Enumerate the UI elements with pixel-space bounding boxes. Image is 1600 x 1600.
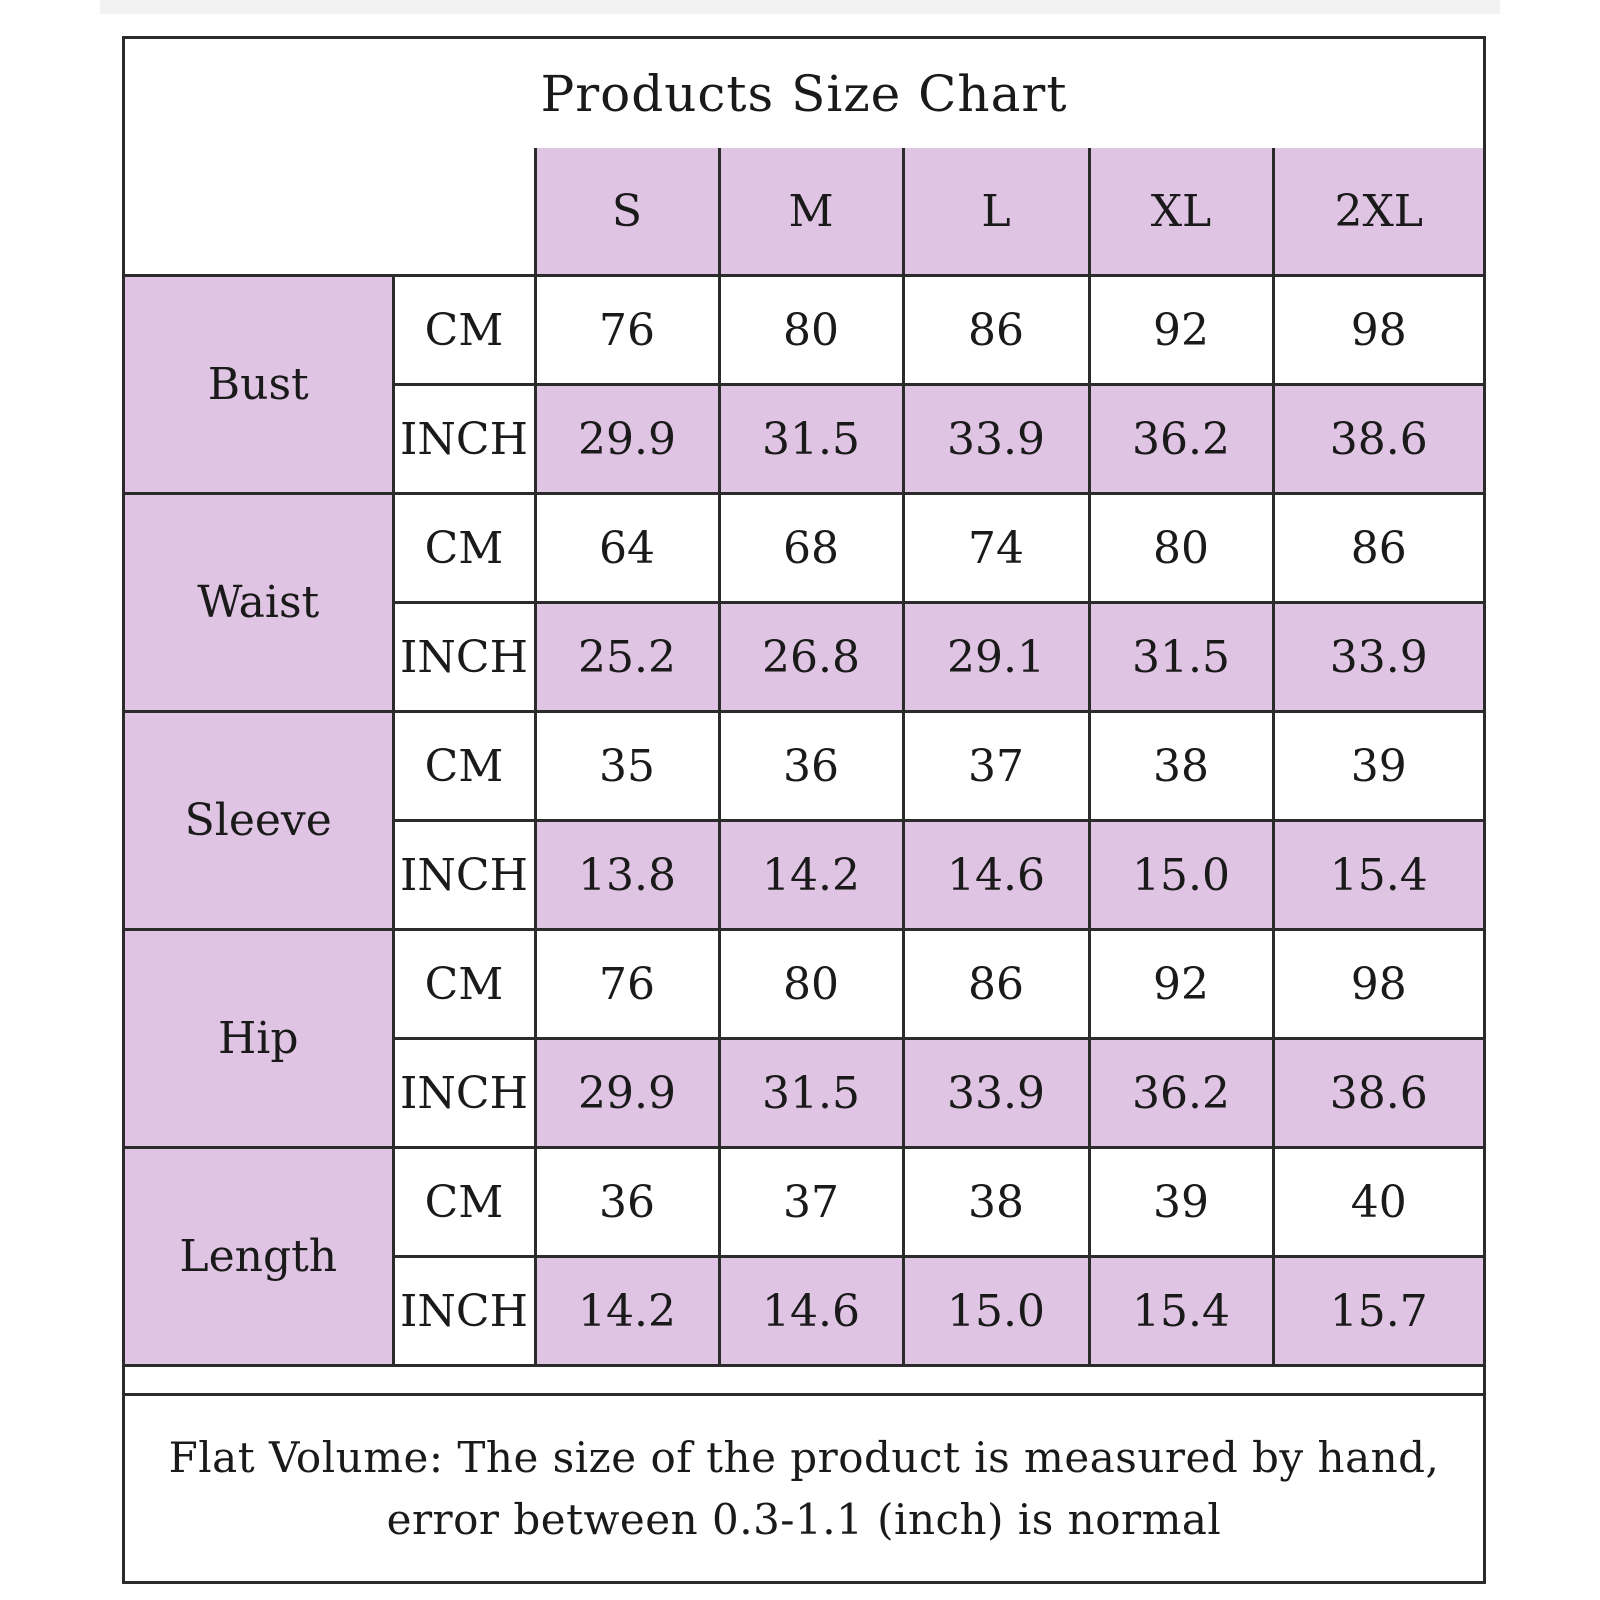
note-line-1: Flat Volume: The size of the product is measured by hand,: [168, 1432, 1440, 1482]
header-row: [125, 148, 1483, 276]
value-cell: 33.9: [903, 1039, 1089, 1148]
value-cell: 13.8: [535, 821, 719, 930]
size-header: M: [719, 148, 903, 276]
value-cell: 39: [1089, 1148, 1273, 1257]
value-cell: 76: [535, 930, 719, 1039]
value-cell: 29.9: [535, 1039, 719, 1148]
value-cell: 92: [1089, 930, 1273, 1039]
table-row: [125, 494, 1483, 603]
measurement-label: Sleeve: [125, 712, 393, 930]
value-cell: 39: [1273, 712, 1483, 821]
top-strip: [100, 0, 1500, 14]
size-table: [125, 148, 1483, 1367]
value-cell: 86: [903, 930, 1089, 1039]
value-cell: 31.5: [1089, 603, 1273, 712]
value-cell: 29.9: [535, 385, 719, 494]
value-cell: 76: [535, 276, 719, 385]
value-cell: 15.4: [1089, 1257, 1273, 1366]
unit-label: INCH: [393, 1039, 535, 1148]
value-cell: 15.4: [1273, 821, 1483, 930]
measurement-label: Waist: [125, 494, 393, 712]
value-cell: 38.6: [1273, 1039, 1483, 1148]
table-row: [125, 930, 1483, 1039]
value-cell: 33.9: [1273, 603, 1483, 712]
value-cell: 14.2: [535, 1257, 719, 1366]
unit-label: INCH: [393, 1257, 535, 1366]
unit-label: CM: [393, 712, 535, 821]
value-cell: 38.6: [1273, 385, 1483, 494]
table-row: [125, 712, 1483, 821]
measurement-label: Hip: [125, 930, 393, 1148]
value-cell: 36.2: [1089, 385, 1273, 494]
value-cell: 98: [1273, 276, 1483, 385]
unit-label: CM: [393, 930, 535, 1039]
unit-label: INCH: [393, 821, 535, 930]
note-line-2: error between 0.3-1.1 (inch) is normal: [386, 1494, 1222, 1544]
value-cell: 37: [903, 712, 1089, 821]
value-cell: 40: [1273, 1148, 1483, 1257]
table-row: [125, 1148, 1483, 1257]
unit-label: INCH: [393, 603, 535, 712]
size-chart: [122, 36, 1486, 1584]
unit-label: INCH: [393, 385, 535, 494]
measurement-label: Bust: [125, 276, 393, 494]
value-cell: 38: [903, 1148, 1089, 1257]
value-cell: 36: [535, 1148, 719, 1257]
value-cell: 36: [719, 712, 903, 821]
value-cell: 80: [719, 930, 903, 1039]
value-cell: 80: [1089, 494, 1273, 603]
value-cell: 80: [719, 276, 903, 385]
value-cell: 33.9: [903, 385, 1089, 494]
value-cell: 15.0: [903, 1257, 1089, 1366]
value-cell: 35: [535, 712, 719, 821]
size-header: 2XL: [1273, 148, 1483, 276]
value-cell: 31.5: [719, 1039, 903, 1148]
value-cell: 86: [1273, 494, 1483, 603]
value-cell: 92: [1089, 276, 1273, 385]
size-header: L: [903, 148, 1089, 276]
unit-label: CM: [393, 276, 535, 385]
value-cell: 36.2: [1089, 1039, 1273, 1148]
measurement-label: Length: [125, 1148, 393, 1366]
value-cell: 15.7: [1273, 1257, 1483, 1366]
unit-label: CM: [393, 1148, 535, 1257]
size-header: S: [535, 148, 719, 276]
value-cell: 98: [1273, 930, 1483, 1039]
value-cell: 86: [903, 276, 1089, 385]
measurement-note: [125, 1393, 1483, 1581]
unit-label: CM: [393, 494, 535, 603]
value-cell: 38: [1089, 712, 1273, 821]
value-cell: 29.1: [903, 603, 1089, 712]
corner-cell: [125, 148, 535, 276]
value-cell: 31.5: [719, 385, 903, 494]
value-cell: 14.2: [719, 821, 903, 930]
value-cell: 37: [719, 1148, 903, 1257]
table-row: [125, 276, 1483, 385]
value-cell: 25.2: [535, 603, 719, 712]
value-cell: 26.8: [719, 603, 903, 712]
size-header: XL: [1089, 148, 1273, 276]
value-cell: 14.6: [719, 1257, 903, 1366]
value-cell: 14.6: [903, 821, 1089, 930]
value-cell: 68: [719, 494, 903, 603]
value-cell: 74: [903, 494, 1089, 603]
value-cell: 64: [535, 494, 719, 603]
value-cell: 15.0: [1089, 821, 1273, 930]
chart-title: Products Size Chart: [125, 39, 1483, 151]
